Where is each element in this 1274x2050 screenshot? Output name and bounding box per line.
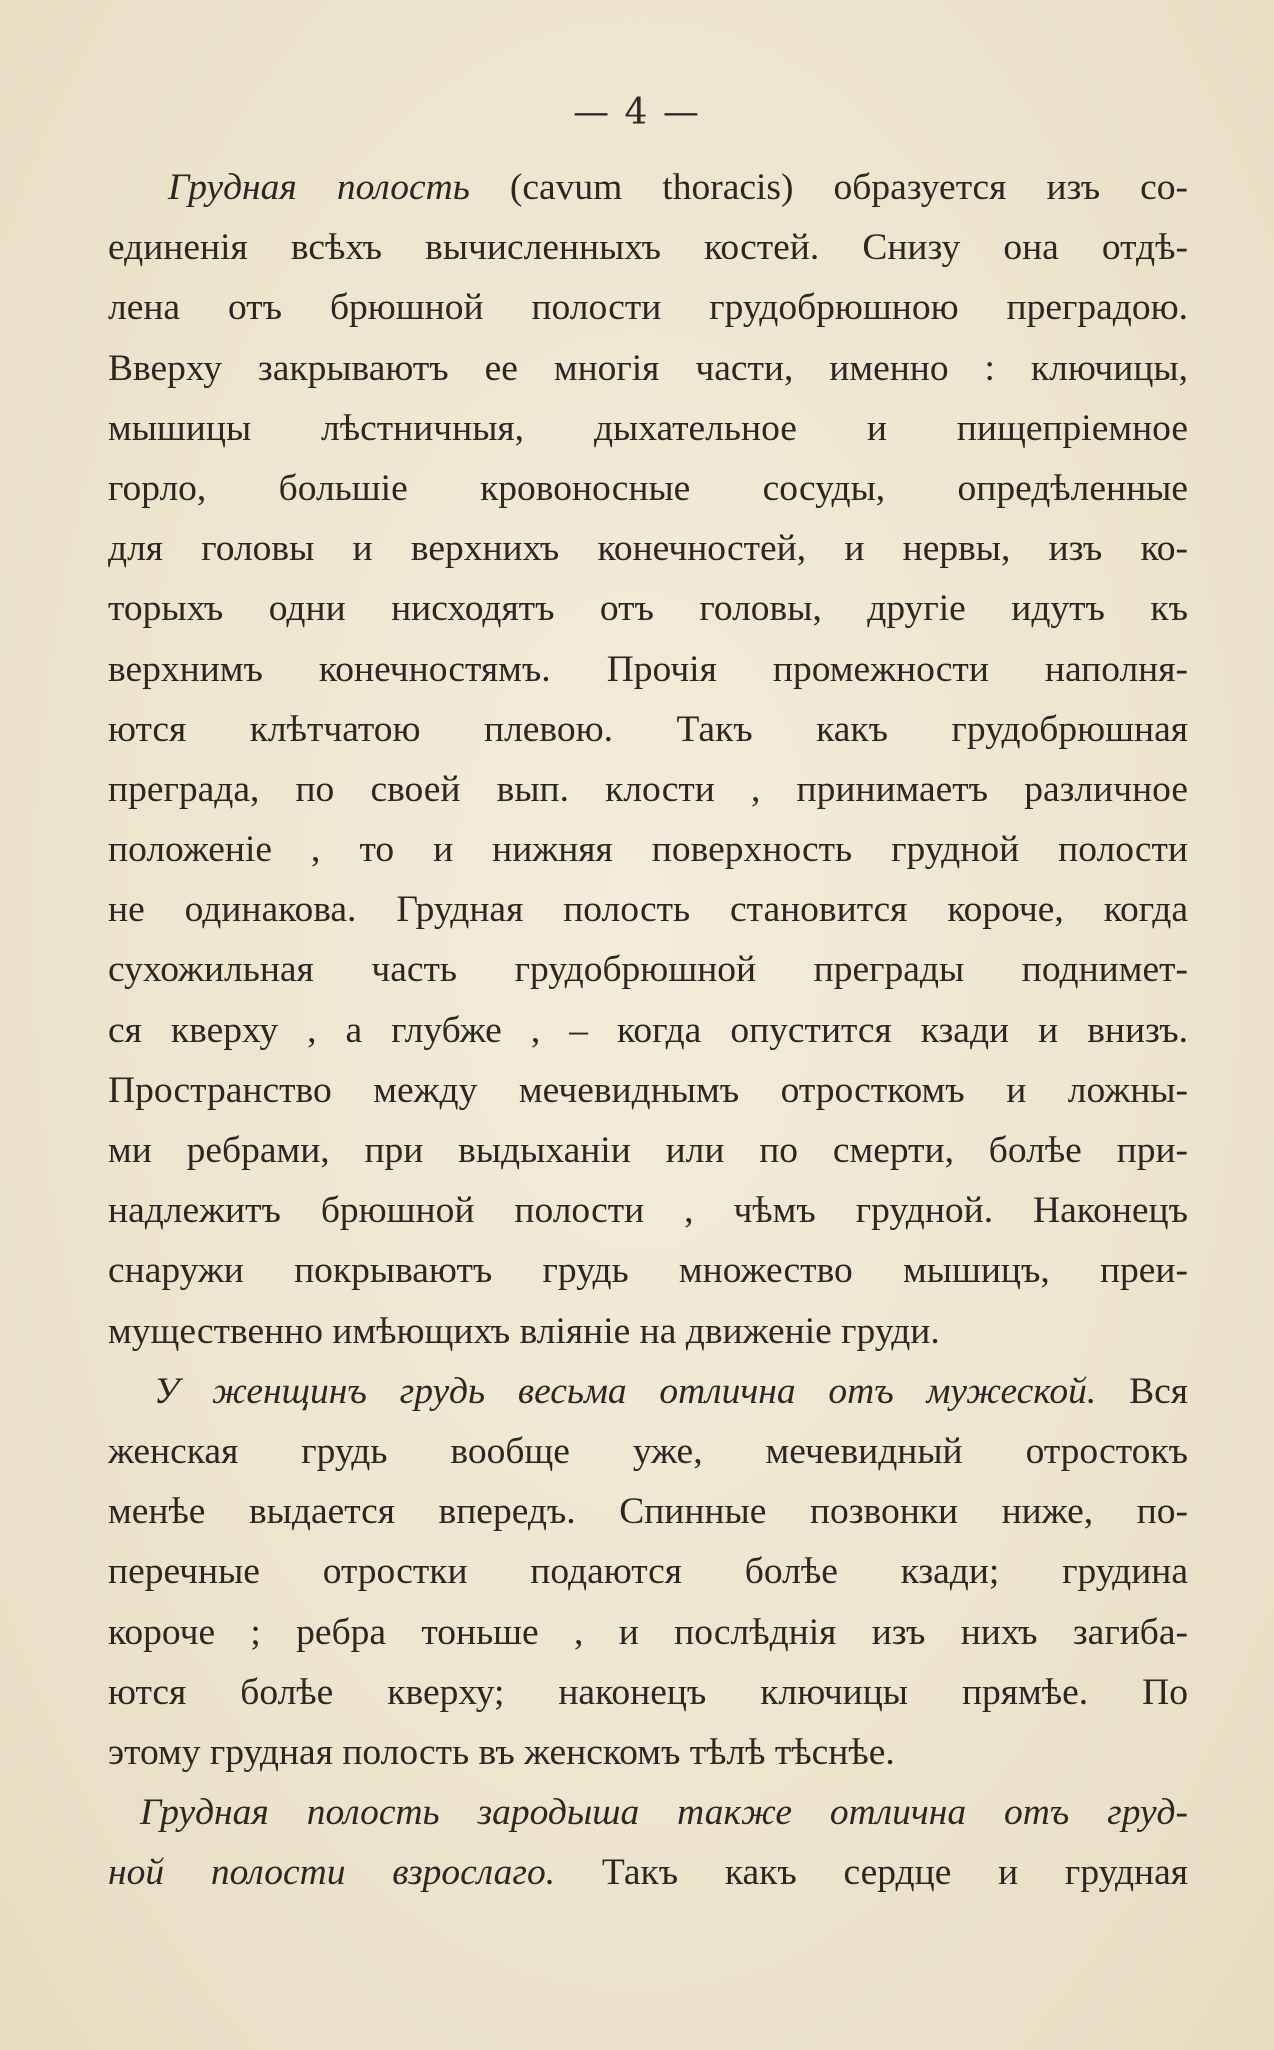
text-run: ются клѣтчатою плевою. Такъ какъ грудобрюшная	[108, 708, 1188, 750]
text-line	[108, 1121, 1188, 1181]
text-line	[108, 940, 1188, 1000]
italic-text-run: Грудная полость	[168, 167, 470, 208]
text-run: мущественно имѣющихъ вліяніе на движеніе груди.	[108, 1310, 940, 1352]
text-run: Вверху закрываютъ ее многія части, именно : ключицы,	[108, 347, 1188, 389]
text-run: перечные отростки подаются болѣе кзади; грудина	[108, 1551, 1188, 1593]
text-line	[108, 1241, 1188, 1301]
text-run: Пространство между мечевиднымъ отросткомъ и ложны-	[108, 1069, 1188, 1111]
text-run: преграда, по своей вып. клости , принимаетъ различное	[108, 768, 1188, 810]
text-line	[108, 640, 1188, 700]
text-run: надлежитъ брюшной полости , чѣмъ грудной. Наконецъ	[108, 1190, 1188, 1232]
text-line	[108, 519, 1188, 579]
text-line	[108, 700, 1188, 760]
text-line	[108, 1181, 1188, 1241]
text-line	[108, 820, 1188, 880]
text-line	[108, 1783, 1188, 1843]
text-line	[108, 278, 1188, 338]
text-line	[108, 459, 1188, 519]
text-run: Вся	[1096, 1370, 1188, 1412]
text-line	[108, 1723, 1188, 1783]
text-run: для головы и верхнихъ конечностей, и нервы, изъ ко-	[108, 528, 1188, 570]
page-number: — 4 —	[573, 92, 701, 133]
text-run: женская грудь вообще уже, мечевидный отростокъ	[108, 1430, 1188, 1472]
italic-text-run: Грудная полость зародыша также отлична отъ груд-	[140, 1792, 1188, 1834]
text-run: ми ребрами, при выдыханіи или по смерти, болѣе при-	[108, 1130, 1188, 1171]
text-line	[108, 399, 1188, 459]
text-line	[108, 218, 1188, 278]
text-run: менѣе выдается впередъ. Спинные позвонки ниже, по-	[108, 1491, 1188, 1533]
text-run: ся кверху , а глубже , – когда опустится кзади и внизъ.	[108, 1009, 1188, 1051]
text-line	[108, 1843, 1188, 1903]
text-line	[108, 760, 1188, 820]
text-run: лена отъ брюшной полости грудобрюшною преградою.	[108, 287, 1188, 329]
text-line	[108, 1542, 1188, 1602]
text-run: короче ; ребра тоньше , и послѣднія изъ нихъ загиба-	[108, 1611, 1188, 1653]
text-run: мышицы лѣстничныя, дыхательное и пищепріемное	[108, 407, 1188, 449]
text-line	[108, 1603, 1188, 1663]
text-line	[108, 880, 1188, 940]
text-line	[108, 1482, 1188, 1542]
text-run: торыхъ одни нисходятъ отъ головы, другіе идутъ къ	[108, 588, 1188, 630]
body-text	[108, 158, 1188, 1903]
text-line	[108, 1422, 1188, 1482]
text-line	[108, 1302, 1188, 1362]
text-run: снаружи покрываютъ грудь множество мышицъ, преи-	[108, 1250, 1188, 1292]
text-line	[108, 1001, 1188, 1061]
text-line	[108, 579, 1188, 639]
text-run: сухожильная часть грудобрюшной преграды поднимет-	[108, 949, 1188, 991]
text-line	[108, 1061, 1188, 1121]
text-run: положеніе , то и нижняя поверхность грудной полости	[108, 829, 1188, 871]
text-line	[108, 1663, 1188, 1723]
text-line	[108, 339, 1188, 399]
text-run: единенія всѣхъ вычисленныхъ костей. Снизу она отдѣ-	[108, 227, 1188, 269]
text-run: ются болѣе кверху; наконецъ ключицы прямѣе. По	[108, 1671, 1188, 1713]
text-run: (cavum thoracis) образуется изъ со-	[469, 167, 1188, 208]
text-run: этому грудная полость въ женскомъ тѣлѣ тѣснѣе.	[108, 1731, 895, 1773]
text-run: верхнимъ конечностямъ. Прочія промежности наполня-	[108, 648, 1188, 690]
italic-text-run: У женщинъ грудь весьма отлична отъ мужеской.	[154, 1370, 1097, 1412]
italic-text-run: ной полости взрослаго.	[108, 1852, 556, 1894]
text-run: Такъ какъ сердце и грудная	[555, 1852, 1188, 1894]
text-run: горло, большіе кровоносные сосуды, опредѣленные	[108, 467, 1188, 509]
text-line	[108, 158, 1188, 218]
text-line	[108, 1362, 1188, 1422]
text-run: не одинакова. Грудная полость становится короче, когда	[108, 889, 1188, 931]
